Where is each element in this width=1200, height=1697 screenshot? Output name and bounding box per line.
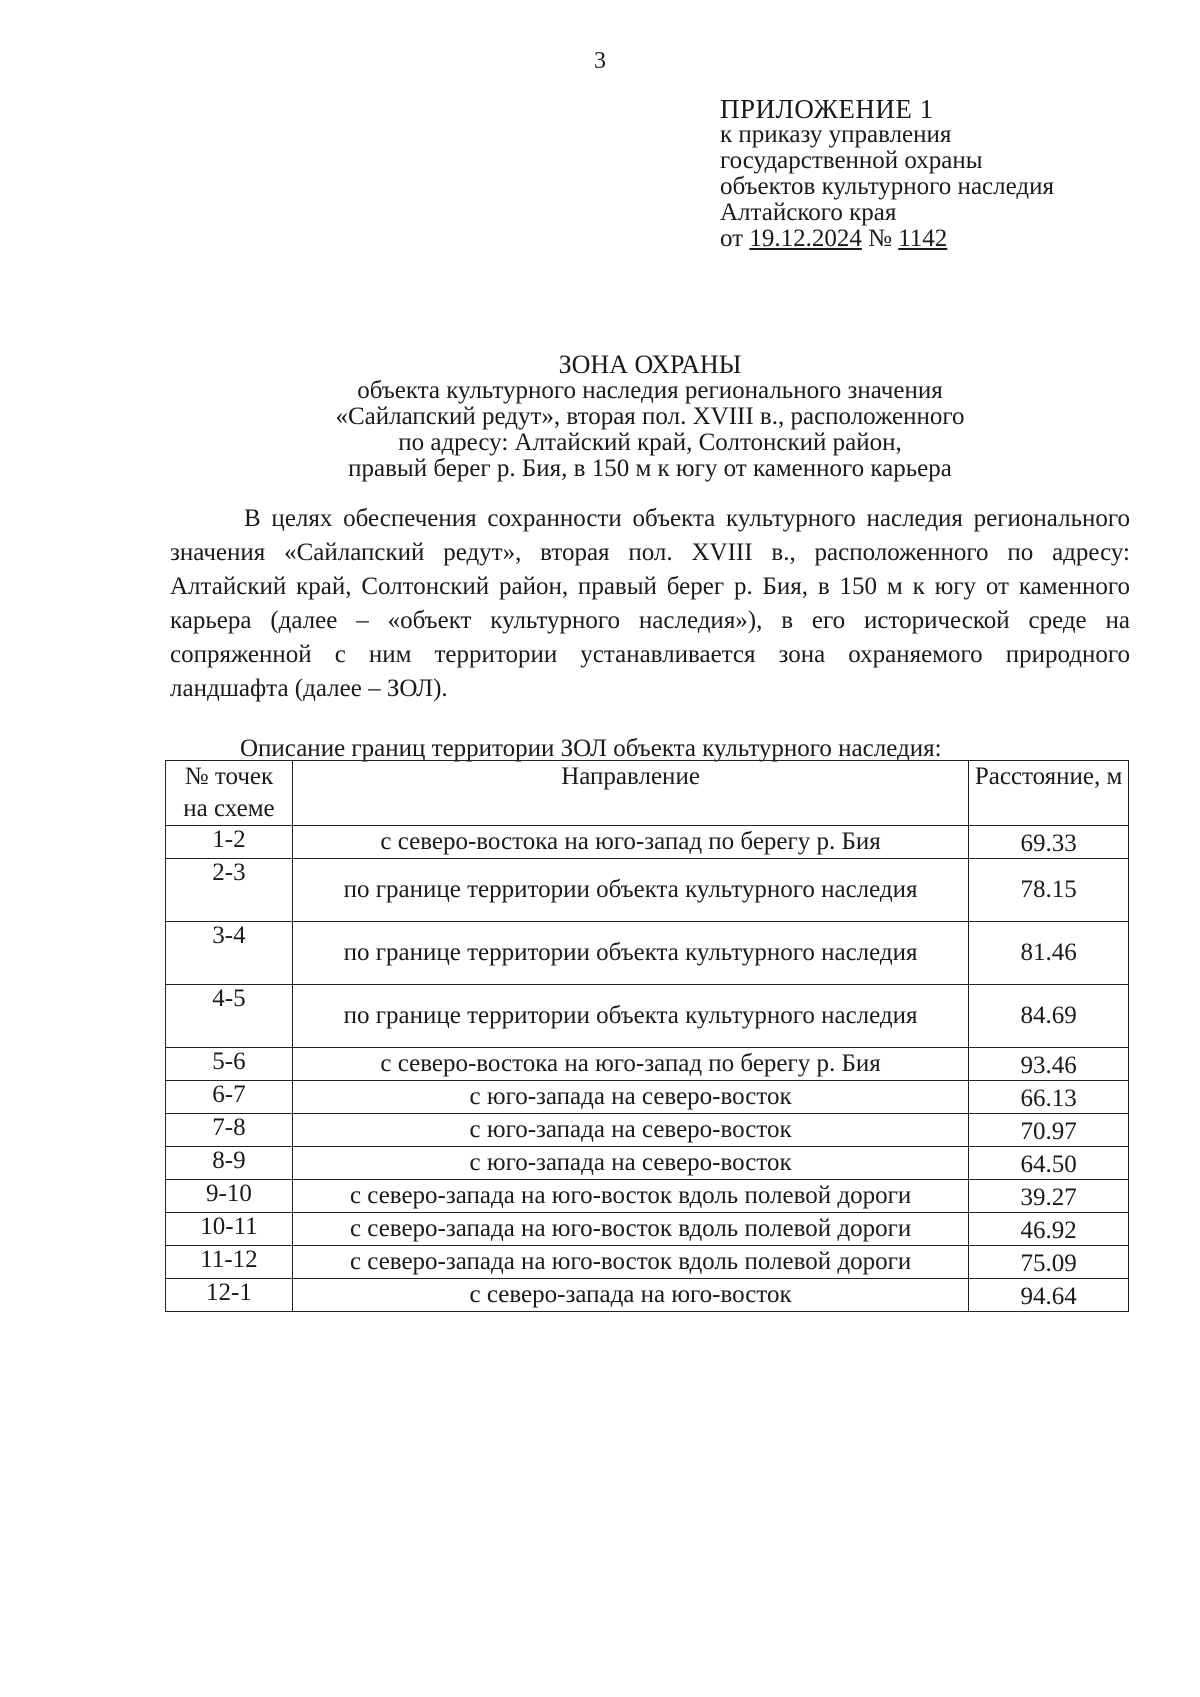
table-row	[166, 1081, 1129, 1114]
zone-subtitle-line: правый берег р. Бия, в 150 м к югу от каменного карьера	[348, 455, 952, 482]
date-prefix: от	[720, 225, 744, 252]
appendix-line: объектов культурного наследия	[720, 173, 1054, 200]
appendix-line: Алтайского края	[720, 199, 897, 226]
cell-distance: 66.13	[969, 1081, 1129, 1114]
cell-distance: 84.69	[969, 985, 1129, 1048]
cell-points: 11-12	[166, 1246, 293, 1279]
table-caption: Описание границ территории ЗОЛ объекта культурного наследия:	[240, 735, 942, 762]
appendix-block	[720, 96, 1160, 252]
table-row	[166, 1147, 1129, 1180]
cell-distance: 78.15	[969, 859, 1129, 922]
number-prefix: №	[868, 225, 892, 252]
table-row	[166, 1114, 1129, 1147]
body-paragraph: В целях обеспечения сохранности объекта культурного наследия регионального значения «Сайлапский редут», вторая пол. XVIII в., расположенного по адресу: Алтайский край, Солтонский район, правый берег р. Бия, в 150 м к югу от каменного карьера (далее – «объект культурного наследия»), в его исторической среде на сопряженной с ним территории устанавливается зона охраняемого природного ландшафта (далее – ЗОЛ).	[170, 505, 1130, 702]
cell-direction: по границе территории объекта культурного наследия	[292, 985, 968, 1048]
table-row	[166, 1213, 1129, 1246]
cell-distance: 94.64	[969, 1279, 1129, 1312]
cell-points: 4-5	[166, 985, 293, 1048]
boundaries-table	[165, 760, 1129, 1312]
cell-distance: 93.46	[969, 1048, 1129, 1081]
cell-points: 8-9	[166, 1147, 293, 1180]
cell-points: 12-1	[166, 1279, 293, 1312]
cell-points: 9-10	[166, 1180, 293, 1213]
table-row	[166, 922, 1129, 985]
table-row	[166, 985, 1129, 1048]
cell-points: 1-2	[166, 826, 293, 859]
order-date: 19.12.2024	[749, 225, 862, 252]
cell-points: 5-6	[166, 1048, 293, 1081]
table-row	[166, 1279, 1129, 1312]
appendix-title: ПРИЛОЖЕНИЕ 1	[720, 94, 934, 124]
order-number: 1142	[898, 225, 948, 252]
zone-title-block	[290, 352, 1010, 482]
cell-direction: с северо-запада на юго-восток вдоль полевой дороги	[292, 1180, 968, 1213]
cell-distance: 39.27	[969, 1180, 1129, 1213]
cell-direction: с северо-запада на юго-восток вдоль полевой дороги	[292, 1213, 968, 1246]
page-number: 3	[594, 48, 606, 74]
cell-distance: 64.50	[969, 1147, 1129, 1180]
zone-subtitle-line: объекта культурного наследия регионального значения	[357, 377, 943, 404]
zone-subtitle-line: «Сайлапский редут», вторая пол. XVIII в., расположенного	[335, 403, 965, 430]
cell-points: 6-7	[166, 1081, 293, 1114]
table-row	[166, 1180, 1129, 1213]
cell-direction: с северо-востока на юго-запад по берегу р. Бия	[292, 826, 968, 859]
cell-distance: 75.09	[969, 1246, 1129, 1279]
table-header-row	[166, 761, 1129, 826]
cell-direction: с юго-запада на северо-восток	[292, 1147, 968, 1180]
appendix-line: государственной охраны	[720, 147, 983, 174]
table-row	[166, 826, 1129, 859]
appendix-date-line	[720, 226, 1160, 252]
cell-direction: по границе территории объекта культурного наследия	[292, 922, 968, 985]
cell-distance: 69.33	[969, 826, 1129, 859]
cell-direction: с северо-востока на юго-запад по берегу р. Бия	[292, 1048, 968, 1081]
table-row	[166, 1246, 1129, 1279]
zone-subtitle-line: по адресу: Алтайский край, Солтонский район,	[398, 429, 902, 456]
cell-distance: 81.46	[969, 922, 1129, 985]
table-row	[166, 859, 1129, 922]
cell-points: 3-4	[166, 922, 293, 985]
cell-direction: с юго-запада на северо-восток	[292, 1114, 968, 1147]
cell-points: 2-3	[166, 859, 293, 922]
cell-points: 7-8	[166, 1114, 293, 1147]
cell-points: 10-11	[166, 1213, 293, 1246]
header-distance: Расстояние, м	[969, 761, 1129, 826]
zone-title: ЗОНА ОХРАНЫ	[558, 350, 742, 379]
cell-direction: по границе территории объекта культурного наследия	[292, 859, 968, 922]
cell-direction: с юго-запада на северо-восток	[292, 1081, 968, 1114]
appendix-line: к приказу управления	[720, 121, 952, 148]
table-row	[166, 1048, 1129, 1081]
cell-direction: с северо-запада на юго-восток	[292, 1279, 968, 1312]
cell-distance: 46.92	[969, 1213, 1129, 1246]
cell-direction: с северо-запада на юго-восток вдоль полевой дороги	[292, 1246, 968, 1279]
cell-distance: 70.97	[969, 1114, 1129, 1147]
header-points: № точек на схеме	[166, 761, 293, 826]
header-direction: Направление	[292, 761, 968, 826]
